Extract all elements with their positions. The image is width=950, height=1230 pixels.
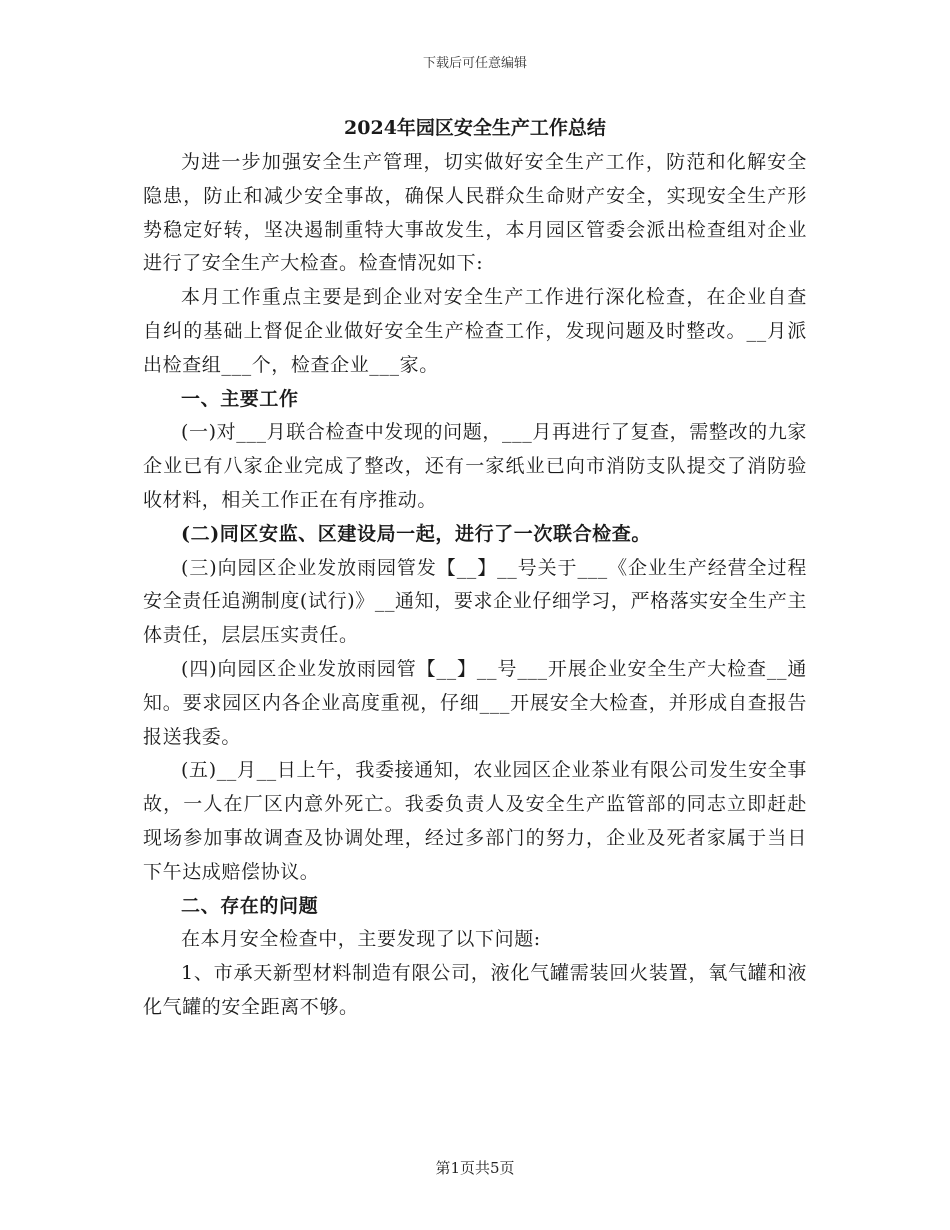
paragraph-item-3: (三)向园区企业发放雨园管发【__】__号关于___《企业生产经营全过程安全责任追溯制度(试行)》__通知，要求企业仔细学习，严格落实安全生产主体责任，层层压实责任。 xyxy=(143,556,807,647)
page-header: 下载后可任意编辑 xyxy=(422,56,527,71)
paragraph-item-4: (四)向园区企业发放雨园管【__】__号___开展企业安全生产大检查__通知。要求园区内各企业高度重视，仔细___开展安全大检查，并形成自查报告报送我委。 xyxy=(143,657,807,748)
paragraph-item-2: (二)同区安监、区建设局一起，进行了一次联合检查。 xyxy=(181,522,651,545)
paragraph-item-1: (一)对___月联合检查中发现的问题，___月再进行了复查，需整改的九家企业已有八家企业完成了整改，还有一家纸业已向市消防支队提交了消防验收材料，相关工作正在有序推动。 xyxy=(143,421,807,511)
paragraph-focus: 本月工作重点主要是到企业对安全生产工作进行深化检查，在企业自查自纠的基础上督促企业做好安全生产检查工作，发现问题及时整改。__月派出检查组___个，检查企业___家。 xyxy=(143,286,807,376)
paragraph-problem-1: 1、市承天新型材料制造有限公司，液化气罐需装回火装置，氧气罐和液化气罐的安全距离不够。 xyxy=(143,962,807,1018)
paragraph-intro: 为进一步加强安全生产管理，切实做好安全生产工作，防范和化解安全隐患，防止和减少安全事故，确保人民群众生命财产安全，实现安全生产形势稳定好转，坚决遏制重特大事故发生，本月园区管委会派出检查组对企业进行了安全生产大检查。检查情况如下: xyxy=(143,151,807,275)
paragraph-item-5: (五)__月__日上午，我委接通知，农业园区企业茶业有限公司发生安全事故，一人在厂区内意外死亡。我委负责人及安全生产监管部的同志立即赶赴现场参加事故调查及协调处理，经过多部门的努力，企业及死者家属于当日下午达成赔偿协议。 xyxy=(143,759,807,883)
section-heading-main-work: 一、主要工作 xyxy=(181,387,299,410)
page-footer: 第1页共5页 xyxy=(435,1159,515,1177)
document-title: 2024年园区安全生产工作总结 xyxy=(344,117,606,139)
paragraph-problems-intro: 在本月安全检查中，主要发现了以下问题: xyxy=(181,928,541,951)
section-heading-problems: 二、存在的问题 xyxy=(181,894,319,917)
document-body xyxy=(143,146,807,1025)
